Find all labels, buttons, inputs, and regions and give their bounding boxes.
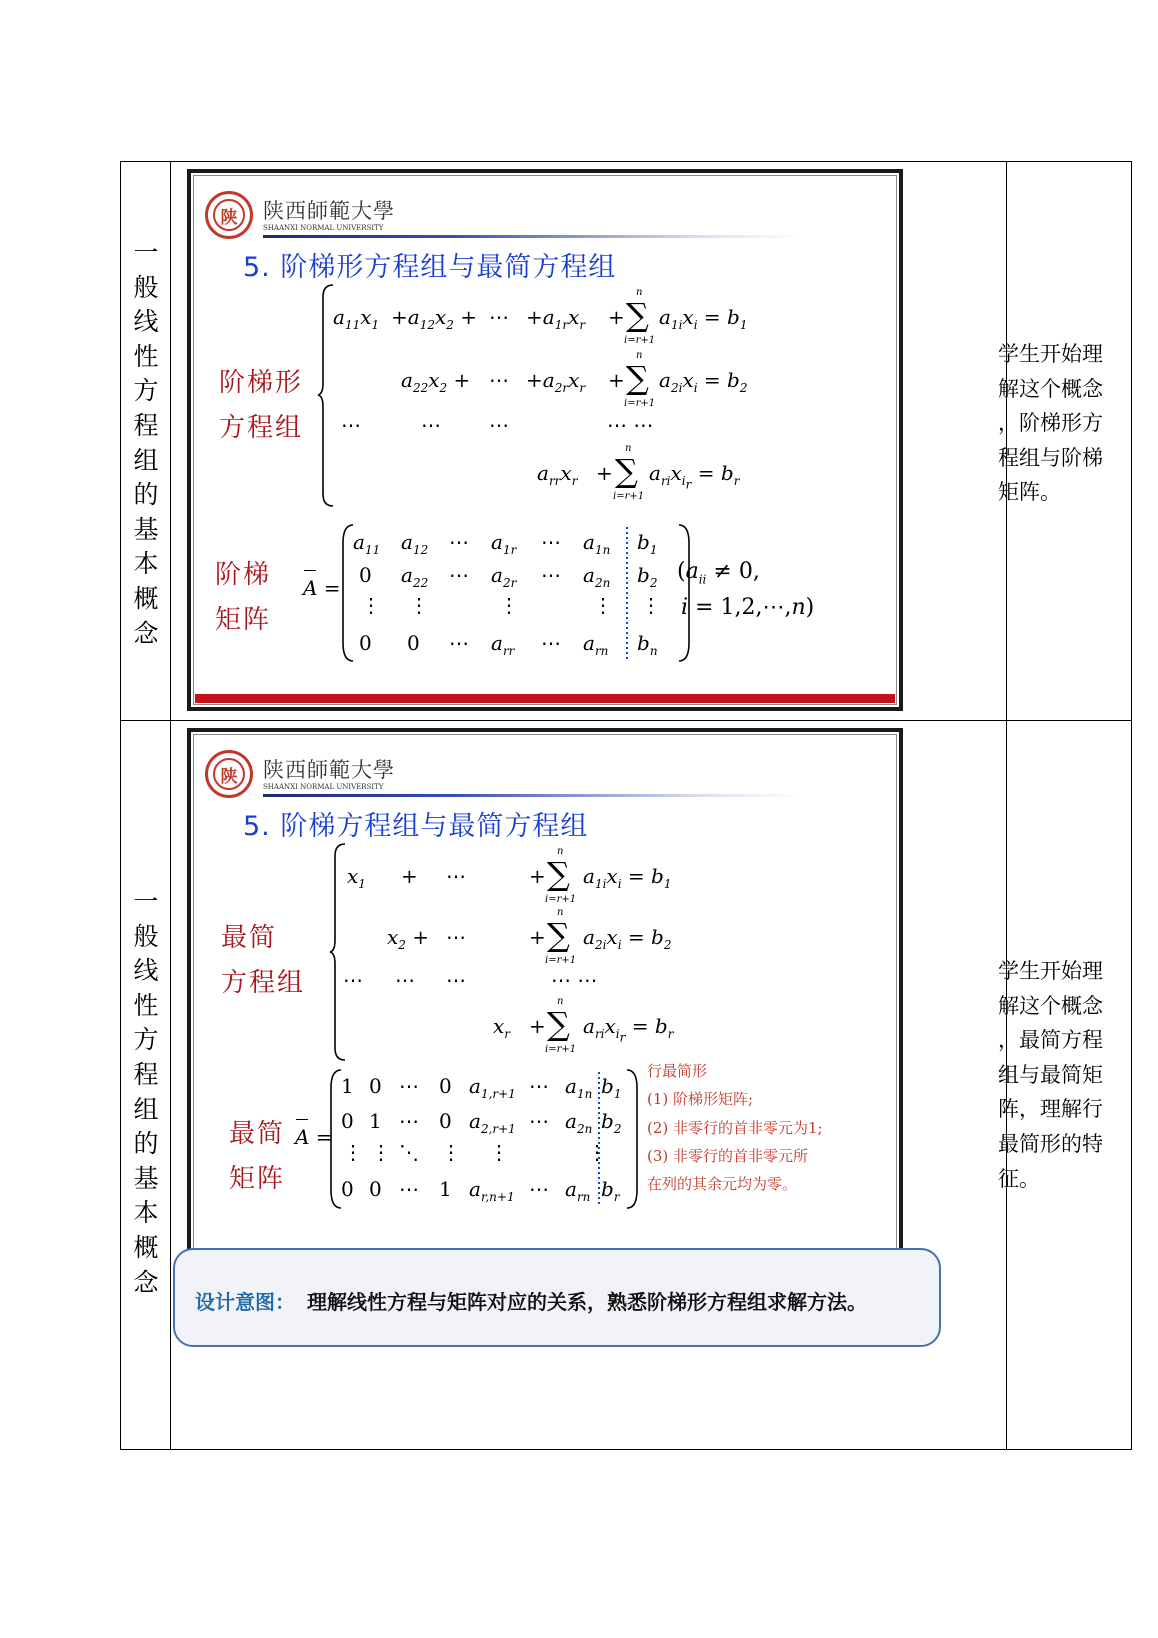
section-label-char: 性 bbox=[133, 990, 159, 1020]
section-label-char: 基 bbox=[133, 514, 159, 544]
rref-criteria-line: (2) 非零行的首非零元为1; bbox=[647, 1118, 823, 1137]
system-label bbox=[221, 916, 305, 1006]
section-label-char: 概 bbox=[133, 1232, 159, 1262]
teacher-note bbox=[998, 337, 1130, 510]
section-label-char: 方 bbox=[133, 376, 159, 406]
header-rule bbox=[263, 794, 803, 797]
section-label-char: 概 bbox=[133, 583, 159, 613]
teacher-note-line: 组与最简矩 bbox=[998, 1062, 1103, 1087]
teacher-note-line: 矩阵。 bbox=[998, 480, 1061, 505]
university-logo-icon: 陕 bbox=[205, 750, 253, 798]
system-label-line: 方程组 bbox=[221, 968, 306, 998]
section-label-char: 基 bbox=[133, 1163, 159, 1193]
matrix-label-line: 最简 bbox=[229, 1119, 286, 1149]
matrix-label-line: 矩阵 bbox=[215, 605, 272, 635]
section-label-char: 的 bbox=[133, 480, 159, 510]
rref-criteria-line: (3) 非零行的首非零元所 bbox=[647, 1146, 809, 1165]
design-intent-box bbox=[173, 1248, 941, 1347]
rref-criteria-notes bbox=[647, 1057, 823, 1198]
university-name-cn: 陕西師範大學 bbox=[263, 199, 395, 223]
section-label-char: 线 bbox=[133, 956, 159, 986]
row-divider bbox=[121, 720, 1131, 721]
section-label-char: 组 bbox=[133, 1094, 159, 1124]
section-label-char: 般 bbox=[133, 921, 159, 951]
teacher-note bbox=[998, 954, 1130, 1196]
lesson-table bbox=[120, 161, 1132, 1450]
design-intent-text: 理解线性方程与矩阵对应的关系，熟悉阶梯形方程组求解方法。 bbox=[307, 1290, 867, 1314]
section-label-char: 程 bbox=[133, 1059, 159, 1089]
section-label-char: 念 bbox=[133, 1267, 159, 1297]
slide-title: 5. 阶梯方程组与最简方程组 bbox=[243, 811, 589, 842]
system-label-line: 阶梯形 bbox=[219, 368, 304, 398]
teacher-note-line: ，最简方程 bbox=[998, 1028, 1103, 1053]
matrix-label-line: 矩阵 bbox=[229, 1164, 286, 1194]
university-name-cn: 陕西師範大學 bbox=[263, 758, 395, 782]
design-intent-label: 设计意图： bbox=[195, 1290, 295, 1314]
section-label-char: 念 bbox=[133, 618, 159, 648]
section-label-char: 本 bbox=[133, 1198, 159, 1228]
teacher-note-line: 解这个概念 bbox=[998, 376, 1103, 401]
teacher-note-line: 征。 bbox=[998, 1166, 1040, 1191]
teacher-note-line: 最简形的特 bbox=[998, 1131, 1103, 1156]
section-label-char: 线 bbox=[133, 307, 159, 337]
section-label-char: 程 bbox=[133, 410, 159, 440]
section-label-char: 本 bbox=[133, 549, 159, 579]
teacher-note-line: 程组与阶梯 bbox=[998, 445, 1103, 470]
section-label-char: 方 bbox=[133, 1025, 159, 1055]
university-name-en: SHAANXI NORMAL UNIVERSITY bbox=[263, 783, 384, 791]
teacher-note-line: 解这个概念 bbox=[998, 993, 1103, 1018]
reduced-system-brace bbox=[329, 842, 349, 1062]
section-label-char: 一 bbox=[133, 238, 159, 267]
rref-criteria-line: 行最简形 bbox=[647, 1062, 708, 1080]
section-label-char: 组 bbox=[133, 445, 159, 475]
matrix-label-line: 阶梯 bbox=[215, 560, 272, 590]
teacher-note-line: ，阶梯形方 bbox=[998, 411, 1103, 436]
section-label-vertical bbox=[121, 236, 171, 651]
header-rule bbox=[263, 235, 803, 238]
system-label-line: 方程组 bbox=[219, 413, 304, 443]
teacher-note-line: 学生开始理 bbox=[998, 342, 1103, 366]
rref-criteria-line: 在列的其余元均为零。 bbox=[647, 1175, 798, 1194]
matrix-label bbox=[229, 1112, 285, 1202]
university-logo-icon: 陕 bbox=[205, 191, 253, 239]
slide-title: 5. 阶梯形方程组与最简方程组 bbox=[243, 252, 617, 283]
teacher-note-line: 学生开始理 bbox=[998, 959, 1103, 983]
section-label-char: 一 bbox=[133, 887, 159, 916]
matrix-label bbox=[215, 553, 271, 643]
system-label-line: 最简 bbox=[221, 923, 278, 953]
slide-reduced: 陕 陕西師範大學 SHAANXI NORMAL UNIVERSITY 5. 阶梯方程组与最简方程组 最简 方程组 最简 矩阵 $x_1$ + ⋯ + ∑ n i=r+1 $a_{1i}x_i = b_1$ $x_2$ + ⋯ + ∑ n i=r+1 $a_{2i}x_i = b_2$ ⋯ ⋯ ⋯ ⋯ ⋯ $x_r$ + ∑ n i=r+1 $a_{ri}x_{i_r} = b_r$ A = 1 0 ⋯ 0 $a_{1,r+1}$ ⋯ $a_{1n}$ $b_1$ 0 1 ⋯ 0 $a_{2,r+1}$ ⋯ $a_{2n}$ $b_2$ ⋮ ⋮ ⋱ ⋮ ⋮ ⋮ 0 0 ⋯ 1 $a_{r,n+1}$ ⋯ $a_{rn}$ $b_r$ 行最简形 (1) 阶梯形矩阵; (2) 非零行的首非零元为1; (3) 非零行的首非零元所 在列的其余元均为零。 bbox=[187, 728, 903, 1270]
section-label-char: 的 bbox=[133, 1129, 159, 1159]
system-label bbox=[219, 361, 303, 451]
rref-criteria-line: (1) 阶梯形矩阵; bbox=[647, 1090, 754, 1109]
section-label-char: 般 bbox=[133, 272, 159, 302]
section-label-vertical bbox=[121, 885, 171, 1300]
section-label-char: 性 bbox=[133, 341, 159, 371]
teacher-note-line: 阵，理解行 bbox=[998, 1097, 1103, 1122]
slide-footer-bar bbox=[195, 694, 895, 703]
slide-echelon: 陕 陕西師範大學 SHAANXI NORMAL UNIVERSITY 5. 阶梯形方程组与最简方程组 阶梯形 方程组 阶梯 矩阵 $a_{11}x_1$ $+a_{12}x_2$ + ⋯ $+a_{1r}x_r$ + ∑ n i=r+1 $a_{1i}x_i = b_1$ $a_{22}x_2$ + ⋯ $+a_{2r}x_r$ + ∑ n i=r+1 $a_{2i}x_i = b_2$ ⋯ ⋯ ⋯ ⋯ ⋯ $a_{rr}x_r$ + ∑ n i=r+1 $a_{ri}x_{i_r} = b_r$ A = $a_{11}$ $a_{12}$ ⋯ $a_{1r}$ ⋯ $a_{1n}$ $b_1$ 0 $a_{22}$ ⋯ $a_{2r}$ ⋯ $a_{2n}$ $b_2$ ⋮ ⋮ ⋮ ⋮ ⋮ 0 0 ⋯ $a_{rr}$ ⋯ $a_{rn}$ $b_n$ ($a_{ii} \ne 0$, i = 1,2,⋯,n) bbox=[187, 169, 903, 711]
university-name-en: SHAANXI NORMAL UNIVERSITY bbox=[263, 224, 384, 232]
